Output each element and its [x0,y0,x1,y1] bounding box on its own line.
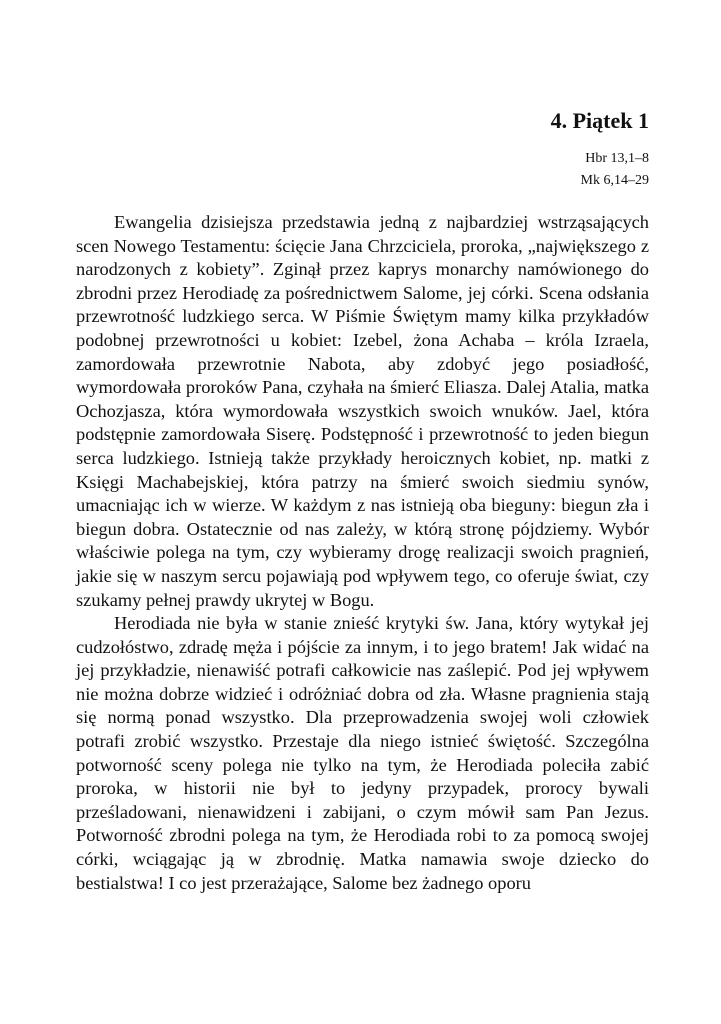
reference-hebrews: Hbr 13,1–8 [585,151,649,166]
paragraph: Ewangelia dzisiejsza przedstawia jedną z najbardziej wstrząsających scen Nowego Testamentu: ścięcie Jana Chrzciciela, proroka, „największego z narodzonych z kobiety”. Zginął przez kaprys monarchy namówionego do zbrodni przez Herodiadę za pośrednictwem Salome, jej córki. Scena odsłania przewrotność ludzkiego serca. W Piśmie Świętym mamy kilka przykładów podobnej przewrotności u kobiet: Izebel, żona Achaba – króla Izraela, zamordowała przewrotnie Nabota, aby zdobyć jego posiadłość, wymordowała proroków Pana, czyhała na śmierć Eliasza. Dalej Atalia, matka Ochozjasza, która wymordowała wszystkich swoich wnuków. Jael, która podstępnie zamordowała Siserę. Podstępność i przewrotność to jeden biegun serca ludzkiego. Istnieją także przykłady heroicznych kobiet, np. matki z Księgi Machabejskiej, która patrzy na śmierć swoich siedmiu synów, umacniając ich w wierze. W każdym z nas istnieją oba bieguny: biegun zła i biegun dobra. Ostatecznie od nas zależy, w którą stronę pójdziemy. Wybór właściwie polega na tym, czy wybieramy drogę realizacji swoich pragnień, jakie się w naszym sercu pojawiają pod wpływem tego, co oferuje świat, czy szukamy pełnej prawdy ukrytej w Bogu. [76,212,649,610]
body-text [76,211,649,895]
document-page [76,0,649,1024]
chapter-title: 4. Piątek 1 [550,108,649,133]
paragraph: Herodiada nie była w stanie znieść krytyki św. Jana, który wytykał jej cudzołóstwo, zdradę męża i pójście za innym, i to jego bratem! Jak widać na jej przykładzie, nienawiść potrafi całkowicie nas zaślepić. Pod jej wpływem nie można dobrze widzieć i odróżniać dobra od zła. Własne pragnienia stają się normą ponad wszystko. Dla przeprowadzenia swojej woli człowiek potrafi zrobić wszystko. Przestaje dla niego istnieć świętość. Szczególna potworność sceny polega nie tylko na tym, że Herodiada poleciła zabić proroka, w historii nie był to jedyny przypadek, prorocy bywali prześladowani, nienawidzeni i zabijani, o czym mówił sam Pan Jezus. Potworność zbrodni polega na tym, że Herodiada robi to za pomocą swojej córki, wciągając ją w zbrodnię. Matka namawia swoje dziecko do bestialstwa! I co jest przerażające, Salome bez żadnego oporu [76,613,649,893]
scripture-references [581,148,649,192]
reference-mark: Mk 6,14–29 [580,173,649,188]
